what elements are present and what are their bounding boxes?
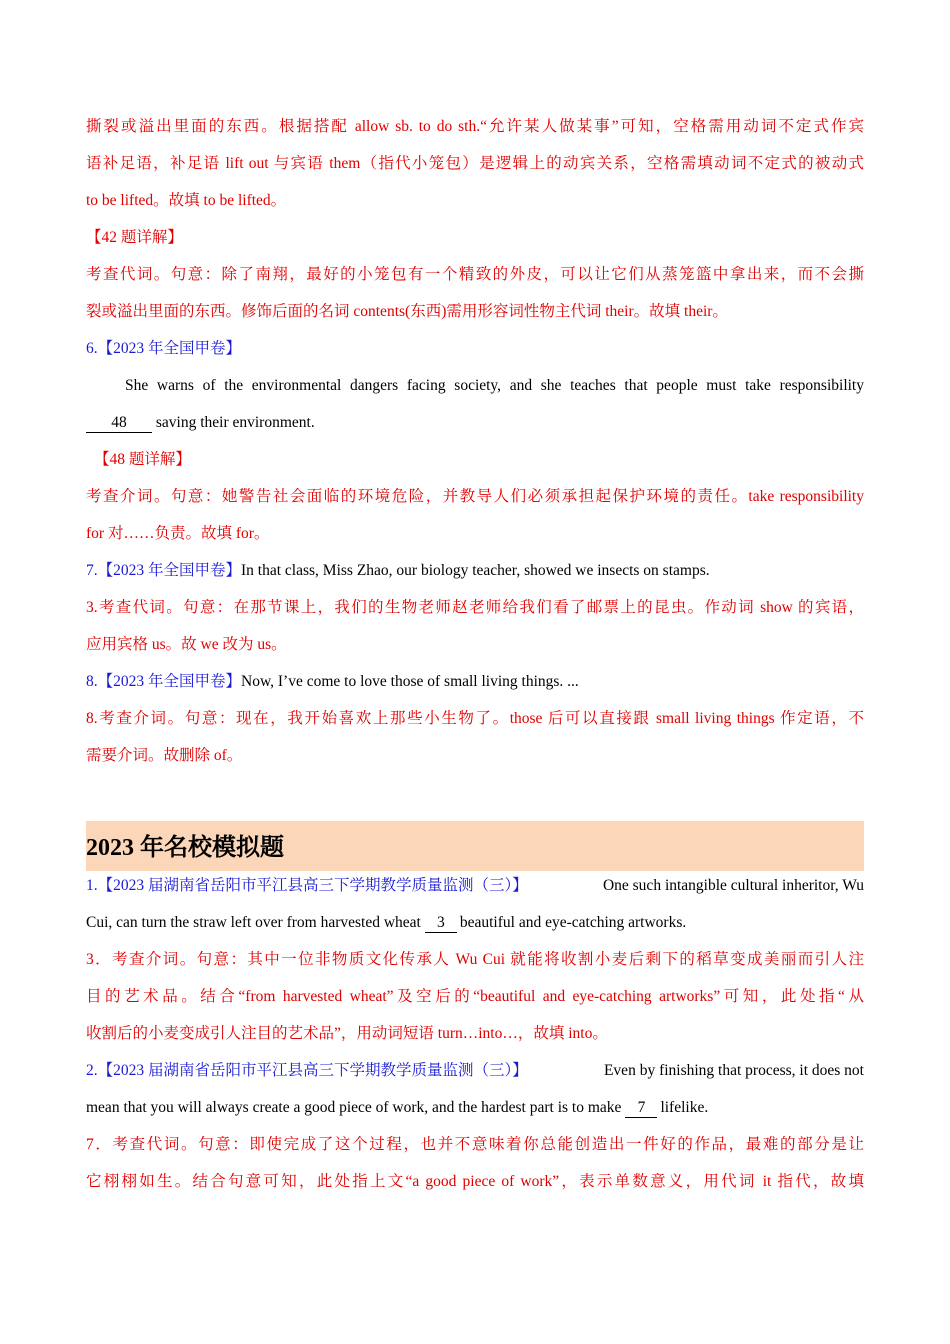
sim1-sentence-a: Cui, can turn the straw left over from harvested wheat (86, 914, 421, 931)
answer-blank: 7 (625, 1099, 657, 1118)
explanation-line: 需要介词。故删除 of。 (86, 747, 243, 764)
sim2-sentence-b: lifelike. (660, 1099, 709, 1116)
sim1-label: 1.【2023 届湖南省岳阳市平江县高三下学期教学质量监测（三）】 (86, 877, 528, 894)
section-title: 2023 年名校模拟题 (86, 835, 284, 861)
item7-question (86, 552, 864, 589)
item6-sentence-tail: saving their environment. (152, 414, 315, 431)
item8-label: 8.【2023 年全国甲卷】 (86, 673, 242, 690)
upper-content (86, 108, 864, 774)
q48-detail-tag: 【48 题详解】 (94, 451, 191, 468)
explanation-line: 考查代词。句意：除了南翔，最好的小笼包有一个精致的外皮，可以让它们从蒸笼篮中拿出来，而不会撕 (86, 266, 864, 283)
item7-label: 7.【2023 年全国甲卷】 (86, 562, 242, 579)
sim2-question (86, 1052, 864, 1089)
item8-sentence: Now, I’ve come to love those of small living things. ... (241, 673, 579, 690)
item6-sentence: She warns of the environmental dangers facing society, and she teaches that people must take responsibility (125, 377, 864, 394)
answer-blank: 3 (425, 914, 457, 933)
item7-sentence: In that class, Miss Zhao, our biology teacher, showed we insects on stamps. (241, 562, 710, 579)
explanation-line: 应用宾格 us。故 we 改为 us。 (86, 636, 287, 653)
answer-blank: 48 (86, 414, 152, 433)
explanation-line: 撕裂或溢出里面的东西。根据搭配 allow sb. to do sth.“允许某人做某事”可知，空格需用动词不定式作宾 (86, 118, 864, 135)
sim1-question (86, 867, 864, 904)
explanation-line: 它栩栩如生。结合句意可知，此处指上文“a good piece of work”，表示单数意义，用代词 it 指代，故填 (86, 1173, 864, 1190)
explanation-line: 3．考查介词。句意：其中一位非物质文化传承人 Wu Cui 就能将收割小麦后剩下的稻草变成美丽而引人注 (86, 951, 864, 968)
sim2-sentence-cont (86, 1089, 864, 1126)
sim1-sentence-b: beautiful and eye-catching artworks. (459, 914, 687, 931)
q42-detail-tag: 【42 题详解】 (86, 229, 183, 246)
lower-content (86, 867, 864, 1200)
explanation-line: 裂或溢出里面的东西。修饰后面的名词 contents(东西)需用形容词性物主代词 their。故填 their。 (86, 303, 728, 320)
sim2-sentence-a: mean that you will always create a good piece of work, and the hardest part is to make (86, 1099, 622, 1116)
item8-question (86, 663, 864, 700)
sim1-sentence-cont (86, 904, 864, 941)
item6-sentence-cont (86, 404, 864, 441)
explanation-line: 考查介词。句意：她警告社会面临的环境危险，并教导人们必须承担起保护环境的责任。take responsibility (86, 488, 864, 505)
explanation-line: to be lifted。故填 to be lifted。 (86, 192, 287, 209)
explanation-line: 语补足语，补足语 lift out 与宾语 them（指代小笼包）是逻辑上的动宾关系，空格需填动词不定式的被动式 (86, 155, 864, 172)
explanation-line: 7．考查代词。句意：即使完成了这个过程，也并不意味着你总能创造出一件好的作品，最难的部分是让 (86, 1136, 864, 1153)
sim1-sentence: One such intangible cultural inheritor, Wu (602, 877, 864, 894)
explanation-line: 目的艺术品。结合“from harvested wheat”及空后的“beautiful and eye-catching artworks”可知，此处指“从 (86, 988, 864, 1005)
explanation-line: 8.考查介词。句意：现在，我开始喜欢上那些小生物了。those 后可以直接跟 small living things 作定语，不 (86, 710, 864, 727)
item6-label: 6.【2023 年全国甲卷】 (86, 340, 242, 357)
explanation-line: 收割后的小麦变成引人注目的艺术品”，用动词短语 turn…into…，故填 into。 (86, 1025, 608, 1042)
sim2-label: 2.【2023 届湖南省岳阳市平江县高三下学期教学质量监测（三）】 (86, 1062, 528, 1079)
explanation-line: for 对……负责。故填 for。 (86, 525, 270, 542)
sim2-sentence: Even by finishing that process, it does not (603, 1062, 864, 1079)
explanation-line: 3.考查代词。句意：在那节课上，我们的生物老师赵老师给我们看了邮票上的昆虫。作动词 show 的宾语， (86, 599, 864, 616)
